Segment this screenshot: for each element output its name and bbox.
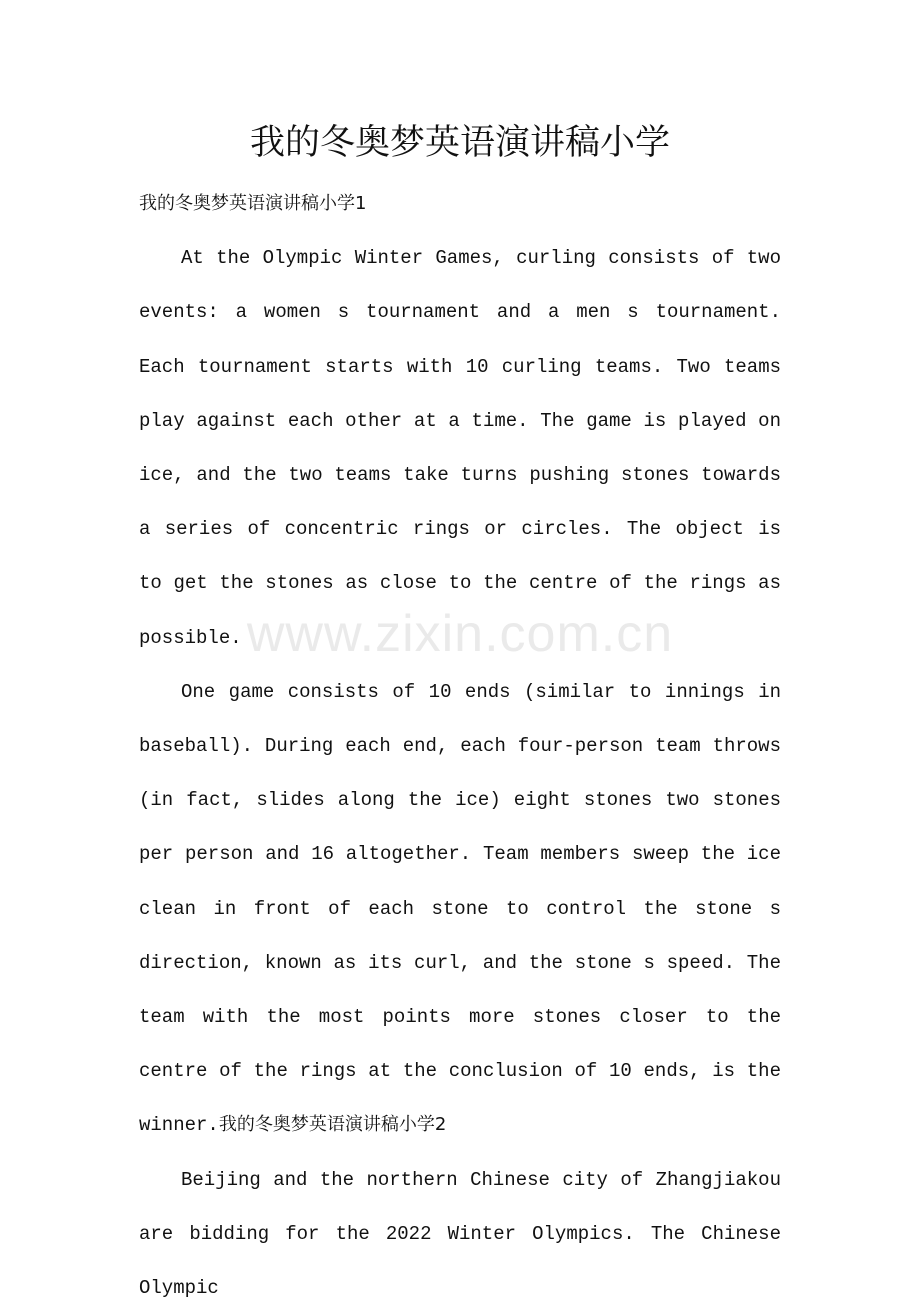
paragraph-1: At the Olympic Winter Games, curling consists of two events: a women s tournament and a men s tournament. Each tournament starts with 10 curling teams. Two teams play against each other at a time. The game is played on ice, and the two teams take turns pushing stones towards a series of concentric rings or circles. The object is to get the stones as close to the centre of the rings as possible.: [139, 247, 781, 649]
section-heading-1-text: 我的冬奥梦英语演讲稿小学1: [139, 193, 367, 214]
section-heading-1: [139, 177, 781, 231]
paragraph-3: Beijing and the northern Chinese city of Zhangjiakou are bidding for the 2022 Winter Olympics. The Chinese Olympic: [139, 1168, 781, 1300]
watermark: www.zixin.com.cn: [246, 605, 674, 663]
section-heading-2: 我的冬奥梦英语演讲稿小学2: [218, 1114, 447, 1136]
paragraph-2-text: One game consists of 10 ends (similar to innings in baseball). During each end, each four-person team throws (in fact, slides along the ice) eight stones two stones per person and 16 altogether. Team members sweep the ice clean in front of each stone to control the stone s direction, known as its curl, and the stone s speed. The team with the most points more stones closer to the centre of the rings at the conclusion of 10 ends, is the winner.: [139, 680, 781, 1137]
paragraph-2: [139, 665, 781, 1153]
document-body: [139, 177, 781, 1302]
document-title: 我的冬奥梦英语演讲稿小学: [249, 123, 670, 163]
